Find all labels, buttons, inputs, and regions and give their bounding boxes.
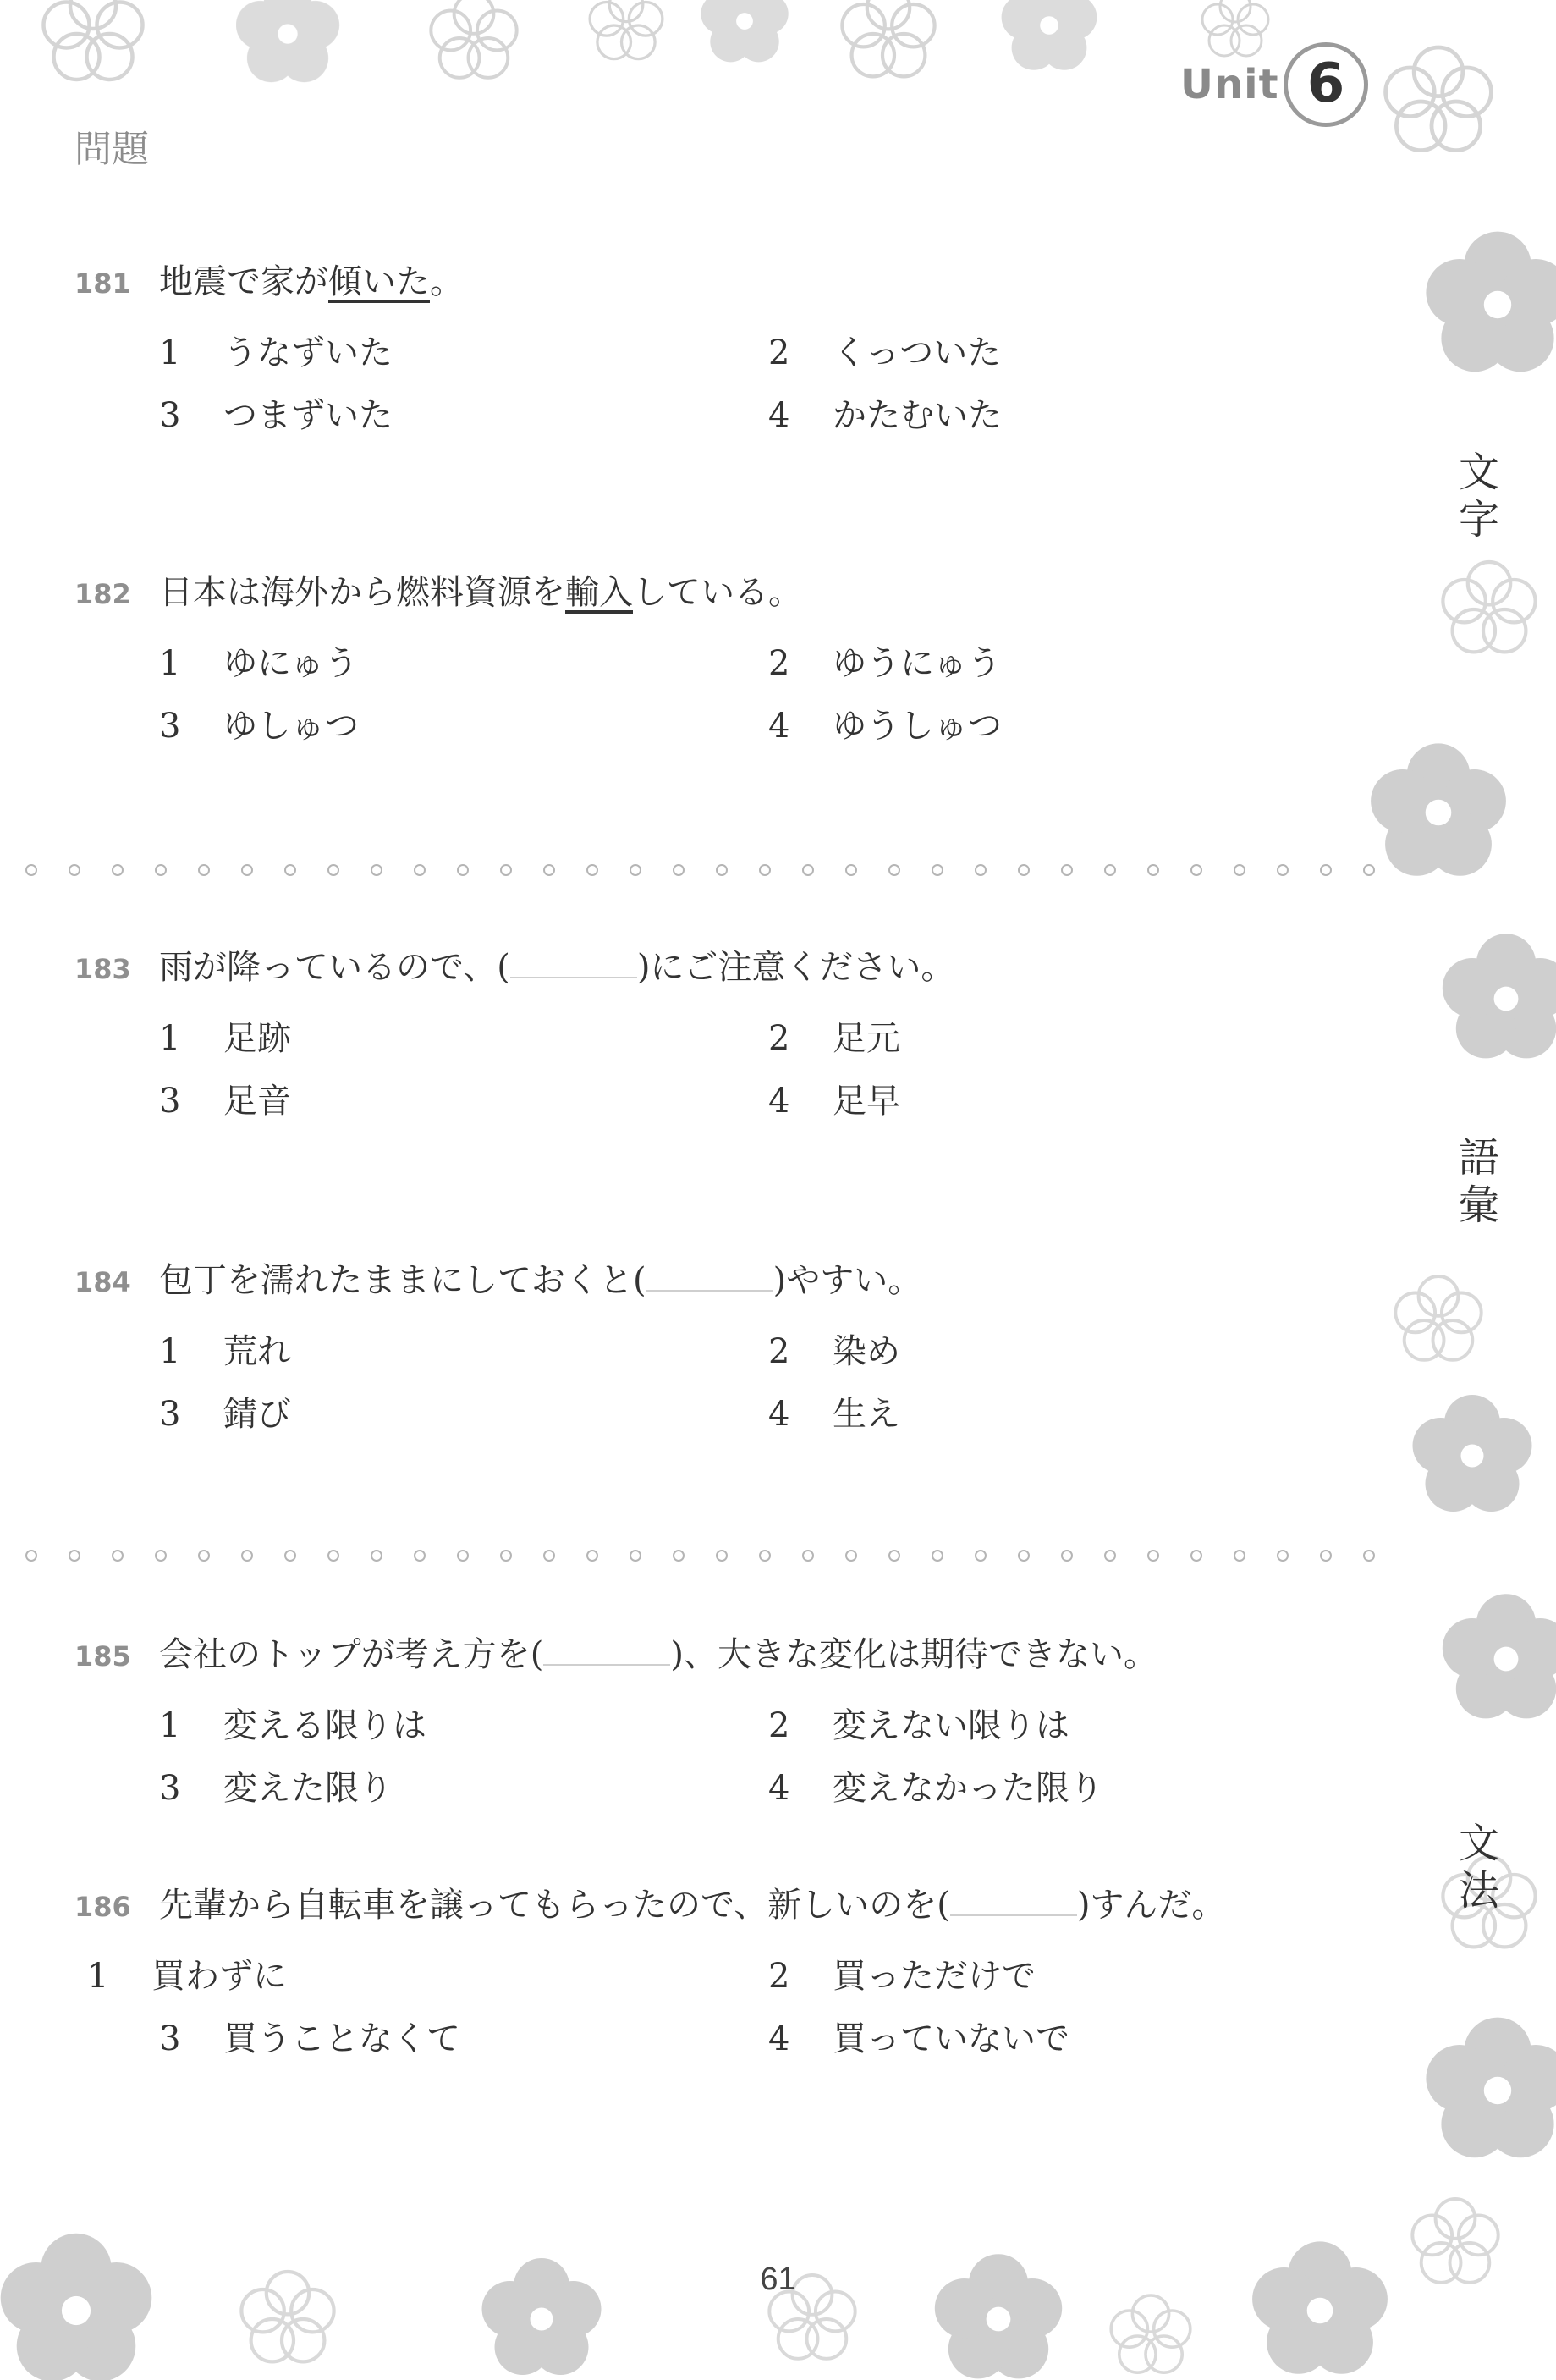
option-1[interactable]: 1 変える限りは <box>159 1706 426 1745</box>
option-3[interactable]: 3 変えた限り <box>159 1769 393 1808</box>
question-184 <box>74 1257 1394 1452</box>
unit-number-badge: 6 <box>1284 42 1368 127</box>
option-2[interactable]: 2 買っただけで <box>768 1957 1036 1996</box>
option-3[interactable]: 3 つまずいた <box>159 396 393 435</box>
option-2[interactable]: 2 染め <box>768 1332 900 1371</box>
options <box>74 1949 1394 2076</box>
question-text: 地震で家が傾いた。 <box>159 262 464 301</box>
dotted-separator <box>21 1547 1409 1564</box>
option-2[interactable]: 2 くっついた <box>768 333 1002 372</box>
question-181 <box>74 258 1394 453</box>
options <box>74 1011 1394 1138</box>
question-183 <box>74 944 1394 1138</box>
option-3[interactable]: 3 錆び <box>159 1395 291 1434</box>
question-185 <box>74 1631 1394 1826</box>
unit-label: Unit <box>1180 61 1279 108</box>
option-1[interactable]: 1 荒れ <box>159 1332 291 1371</box>
options <box>74 326 1394 453</box>
side-label-goi: 語 彙 <box>1458 1134 1499 1229</box>
page-number: 61 <box>760 2262 796 2297</box>
options <box>74 636 1394 763</box>
section-title: 問題 <box>74 128 149 171</box>
question-text: 会社のトップが考え方を( )、大きな変化は期待できない。 <box>159 1635 1158 1674</box>
option-1[interactable]: 1 足跡 <box>159 1019 291 1058</box>
option-3[interactable]: 3 ゆしゅつ <box>159 707 359 746</box>
answer-blank <box>950 1889 1077 1916</box>
option-1[interactable]: 1 ゆにゅう <box>159 644 359 683</box>
question-186 <box>74 1881 1394 2076</box>
option-2[interactable]: 2 足元 <box>768 1019 900 1058</box>
underlined-word: 傾いた <box>328 262 430 301</box>
question-number: 186 <box>74 1891 131 1923</box>
options <box>74 1699 1394 1826</box>
option-4[interactable]: 4 買っていないで <box>768 2019 1069 2058</box>
option-2[interactable]: 2 ゆうにゅう <box>768 644 1002 683</box>
option-1[interactable]: 1 買わずに <box>87 1957 287 1996</box>
question-number: 185 <box>74 1640 131 1672</box>
option-1[interactable]: 1 うなずいた <box>159 333 393 372</box>
answer-blank <box>510 951 637 978</box>
options <box>74 1325 1394 1452</box>
option-2[interactable]: 2 変えない限りは <box>768 1706 1069 1745</box>
question-text: 包丁を濡れたままにしておくと( )やすい。 <box>159 1261 922 1300</box>
question-text: 先輩から自転車を譲ってもらったので、新しいのを( )すんだ。 <box>159 1886 1226 1925</box>
option-4[interactable]: 4 生え <box>768 1395 900 1434</box>
answer-blank <box>646 1264 773 1292</box>
question-number: 182 <box>74 578 131 610</box>
option-3[interactable]: 3 足音 <box>159 1082 291 1121</box>
option-4[interactable]: 4 かたむいた <box>768 396 1002 435</box>
question-number: 184 <box>74 1266 131 1298</box>
option-4[interactable]: 4 変えなかった限り <box>768 1769 1103 1808</box>
question-text: 日本は海外から燃料資源を輸入している。 <box>159 573 802 612</box>
option-4[interactable]: 4 ゆうしゅつ <box>768 707 1002 746</box>
side-label-bunpou: 文 法 <box>1458 1820 1499 1914</box>
question-number: 183 <box>74 953 131 985</box>
option-4[interactable]: 4 足早 <box>768 1082 900 1121</box>
question-number: 181 <box>74 267 131 300</box>
question-text: 雨が降っているので、( )にご注意ください。 <box>159 948 955 987</box>
question-182 <box>74 569 1394 763</box>
option-3[interactable]: 3 買うことなくて <box>159 2019 460 2058</box>
underlined-word: 輸入 <box>565 573 633 612</box>
side-label-moji: 文 字 <box>1458 449 1499 543</box>
dotted-separator <box>21 862 1409 879</box>
answer-blank <box>543 1639 670 1666</box>
